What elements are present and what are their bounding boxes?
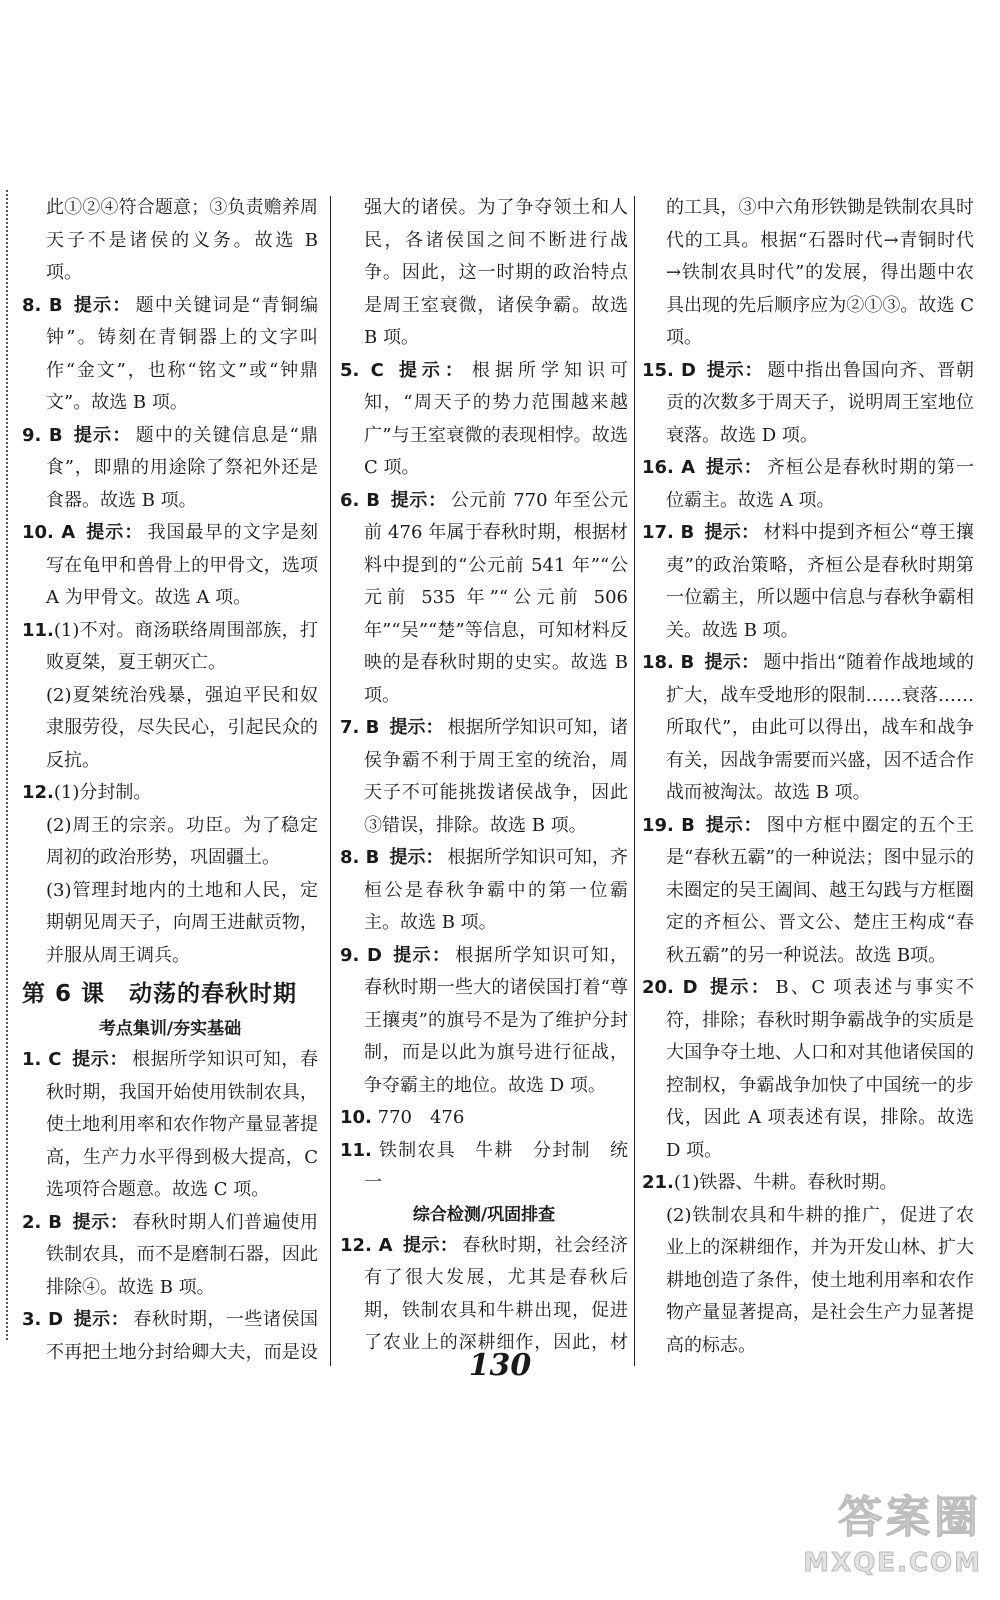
answer-item xyxy=(642,972,974,1167)
answer-number: 11. xyxy=(22,619,54,641)
answer-number: 10. A xyxy=(22,522,76,543)
hint-label: 提示： xyxy=(72,424,132,446)
answer-text: 图中方框中圈定的五个王是“春秋五霸”的一种说法；图中显示的未圈定的吴王阖闾、越王勾践与方框圈定的齐桓公、晋文公、楚庄王构成“春秋五霸”的另一种说法。故选 B项。 xyxy=(666,814,974,966)
answer-number: 12. xyxy=(22,782,54,803)
answer-item xyxy=(22,615,318,680)
answer-text: 根据所学知识可知，春秋时期一些大的诸侯国打着“尊王攘夷”的旗号不是为了维护分封制，而是以此为旗号进行征战，争夺霸主的地位。故选 D 项。 xyxy=(364,944,628,1096)
column-right xyxy=(642,192,974,1362)
hint-label: 提示： xyxy=(71,1211,129,1233)
answer-text: 春秋时期人们普遍使用铁制农具，而不是磨制石器，因此排除④。故选 B 项。 xyxy=(46,1211,318,1298)
answer-number: 15. D xyxy=(642,359,696,381)
answer-subpart: (2)铁制农具和牛耕的推广，促进了农业上的深耕细作，并为开发山林、扩大耕地创造了条件，使土地利用率和农作物产量显著提高，是社会生产力显著提高的标志。 xyxy=(666,1204,974,1356)
watermark-site-text: MXQE.COM xyxy=(803,1548,982,1578)
page-number: 130 xyxy=(468,1348,532,1383)
hint-label: 提示： xyxy=(705,457,763,478)
answer-item xyxy=(340,1135,628,1200)
answer-item xyxy=(340,355,628,485)
hint-label: 提示： xyxy=(393,359,468,381)
answer-number: 10. xyxy=(340,1107,372,1128)
answer-item xyxy=(642,647,974,810)
answer-item xyxy=(22,420,318,518)
continuation-text: 强大的诸侯。为了争夺领土和人民，各诸侯国之间不断进行战争。因此，这一时期的政治特点是周王室衰微，诸侯争霸。故选 B 项。 xyxy=(364,197,628,348)
answer-text: 根据所学知识可知，齐桓公是春秋争霸中的第一位霸主。故选 B 项。 xyxy=(364,847,628,933)
continuation-text: 的工具，③中六角形铁锄是铁制农具时代的工具。根据“石器时代→青铜时代→铁制农具时代”的发展，得出题中农具出现的先后顺序应为②①③。故选 C 项。 xyxy=(666,197,974,348)
answer-number: 2. B xyxy=(22,1211,62,1233)
answer-text: 题中关键词是“青铜编钟”。铸刻在青铜器上的文字叫作“金文”，也称“铭文”或“钟鼎文”。故选 B 项。 xyxy=(46,294,318,413)
watermark-logo xyxy=(742,1490,982,1590)
answer-number: 6. B xyxy=(340,489,381,511)
answer-number: 1. C xyxy=(22,1049,62,1070)
answer-item xyxy=(340,842,628,940)
hint-label: 提示： xyxy=(71,1049,129,1070)
answer-text: (1)铁器、牛耕。春秋时期。 xyxy=(673,1172,898,1193)
hint-label: 提示： xyxy=(704,522,760,543)
hint-label: 提示： xyxy=(402,1234,459,1256)
hint-label: 提示： xyxy=(85,522,144,543)
hint-label: 提示： xyxy=(389,847,444,868)
answer-text: 齐桓公是春秋时期的第一位霸主。故选 A 项。 xyxy=(666,457,974,511)
section-title: 综合检测/巩固排查 xyxy=(412,1204,556,1225)
binding-edge xyxy=(6,190,10,1340)
hint-label: 提示： xyxy=(73,1309,130,1330)
answer-text: 铁制农具 牛耕 分封制 统一 xyxy=(364,1139,628,1193)
hint-label: 提示： xyxy=(390,489,447,511)
hint-label: 提示： xyxy=(391,944,452,966)
answer-number: 17. B xyxy=(642,522,695,543)
lesson-title: 第 6 课 动荡的春秋时期 xyxy=(22,981,298,1007)
answer-text: 材料中提到齐桓公“尊王攘夷”的政治策略，齐桓公是春秋时期第一位霸主，所以题中信息与春秋争霸相关。故选 B 项。 xyxy=(666,522,974,641)
answer-item xyxy=(340,485,628,713)
answer-item xyxy=(22,1044,318,1207)
answer-text: 根据所学知识可知，“周天子的势力范围越来越广”与王室衰微的表现相悖。故选 C 项。 xyxy=(364,359,628,478)
answer-subpart: (2)周王的宗亲。功臣。为了稳定周初的政治形势，巩固疆土。 xyxy=(46,814,318,868)
answer-text: B、C 项表述与事实不符，排除；春秋时期争霸战争的实质是大国争夺土地、人口和对其他诸侯国的控制权，争霸战争加快了中国统一的步伐，因此 A 项表述有误，排除。故选 D 项。 xyxy=(666,977,974,1161)
watermark-logo-text: 答案圈 xyxy=(838,1492,982,1543)
column-middle xyxy=(340,192,628,1362)
answer-item xyxy=(642,1167,974,1200)
answer-number: 12. A xyxy=(340,1234,393,1256)
answer-number: 3. D xyxy=(22,1309,64,1330)
answer-item xyxy=(340,1102,628,1135)
answer-text: 770 476 xyxy=(377,1107,465,1128)
answer-text: 我国最早的文字是刻写在龟甲和兽骨上的甲骨文，选项 A 为甲骨文。故选 A 项。 xyxy=(46,522,318,608)
answer-subpart: (2)夏桀统治残暴，强迫平民和奴隶服劳役，尽失民心，引起民众的反抗。 xyxy=(46,684,318,771)
column-divider xyxy=(330,196,331,1366)
answer-text: 公元前 770 年至公元前 476 年属于春秋时期，根据材料中提到的“公元前 541 年”“公元前 535 年”“公元前 506 年”“吴”“楚”等信息，可知材料反映的是春秋时期的史实。故选 B 项。 xyxy=(364,489,628,706)
answer-text: 根据所学知识可知，诸侯争霸不利于周王室的统治，周天子不可能挑拨诸侯战争，因此③错误，排除。故选 B 项。 xyxy=(364,717,628,836)
answer-number: 7. B xyxy=(340,717,380,738)
answer-item xyxy=(340,712,628,842)
answer-item xyxy=(22,290,318,420)
answer-item xyxy=(642,452,974,517)
answer-text: 根据所学知识可知，春秋时期，我国开始使用铁制农具，使土地利用率和农作物产量显著提高，生产力水平得到极大提高，C 选项符合题意。故选 C 项。 xyxy=(46,1049,318,1200)
hint-label: 提示： xyxy=(389,717,444,738)
hint-label: 提示： xyxy=(707,977,772,998)
hint-label: 提示： xyxy=(72,294,132,316)
answer-item xyxy=(340,940,628,1103)
column-left xyxy=(22,192,318,1362)
answer-text: 题中的关键信息是“鼎食”，即鼎的用途除了祭祀外还是食器。故选 B 项。 xyxy=(46,424,318,511)
answer-subpart: (3)管理封地内的土地和人民，定期朝见周天子，向周王进献贡物，并服从周王调兵。 xyxy=(46,879,318,966)
answer-item xyxy=(642,355,974,453)
answer-item xyxy=(22,777,318,810)
column-divider xyxy=(634,196,635,1366)
continuation-text: 此①②④符合题意；③负责赡养周天子不是诸侯的义务。故选 B 项。 xyxy=(46,197,318,283)
answer-text: 题中指出鲁国向齐、晋朝贡的次数多于周天子，说明周王室地位衰落。故选 D 项。 xyxy=(666,359,974,446)
answer-number: 18. B xyxy=(642,652,695,673)
answer-item xyxy=(22,1207,318,1305)
answer-number: 9. D xyxy=(340,944,382,966)
answer-item xyxy=(642,517,974,647)
answer-number: 9. B xyxy=(22,424,63,446)
answer-number: 21. xyxy=(642,1172,674,1193)
answer-item xyxy=(642,810,974,973)
answer-text: 题中指出“随着作战地域的扩大，战车受地形的限制……衰落……所取代”，由此可以得出，战车和战争有关，因战争需要而兴盛，因不适合作战而被淘汰。故选 B 项。 xyxy=(666,652,974,803)
answer-number: 8. B xyxy=(340,847,380,868)
answer-number: 20. D xyxy=(642,977,698,998)
answer-text: (1)分封制。 xyxy=(53,782,152,803)
hint-label: 提示： xyxy=(704,814,763,836)
answer-text: 春秋时期，社会经济有了很大发展，尤其是春秋后期，铁制农具和牛耕出现，促进了农业上的深耕细作，因此，材 xyxy=(364,1234,628,1353)
answer-number: 11. xyxy=(340,1139,372,1161)
section-title: 考点集训/夯实基础 xyxy=(98,1019,242,1039)
answer-text: (1)不对。商汤联络周围部族，打败夏桀，夏王朝灭亡。 xyxy=(46,619,318,673)
hint-label: 提示： xyxy=(705,359,764,381)
answer-number: 8. B xyxy=(22,294,63,316)
answer-text: 春秋时期，一些诸侯国不再把土地分封给卿大夫，而是设 xyxy=(46,1309,318,1362)
answer-number: 16. A xyxy=(642,457,696,478)
answer-item xyxy=(340,1230,628,1363)
answer-number: 19. B xyxy=(642,814,695,836)
answer-number: 5. C xyxy=(340,359,384,381)
answer-item xyxy=(22,517,318,615)
hint-label: 提示： xyxy=(704,652,760,673)
